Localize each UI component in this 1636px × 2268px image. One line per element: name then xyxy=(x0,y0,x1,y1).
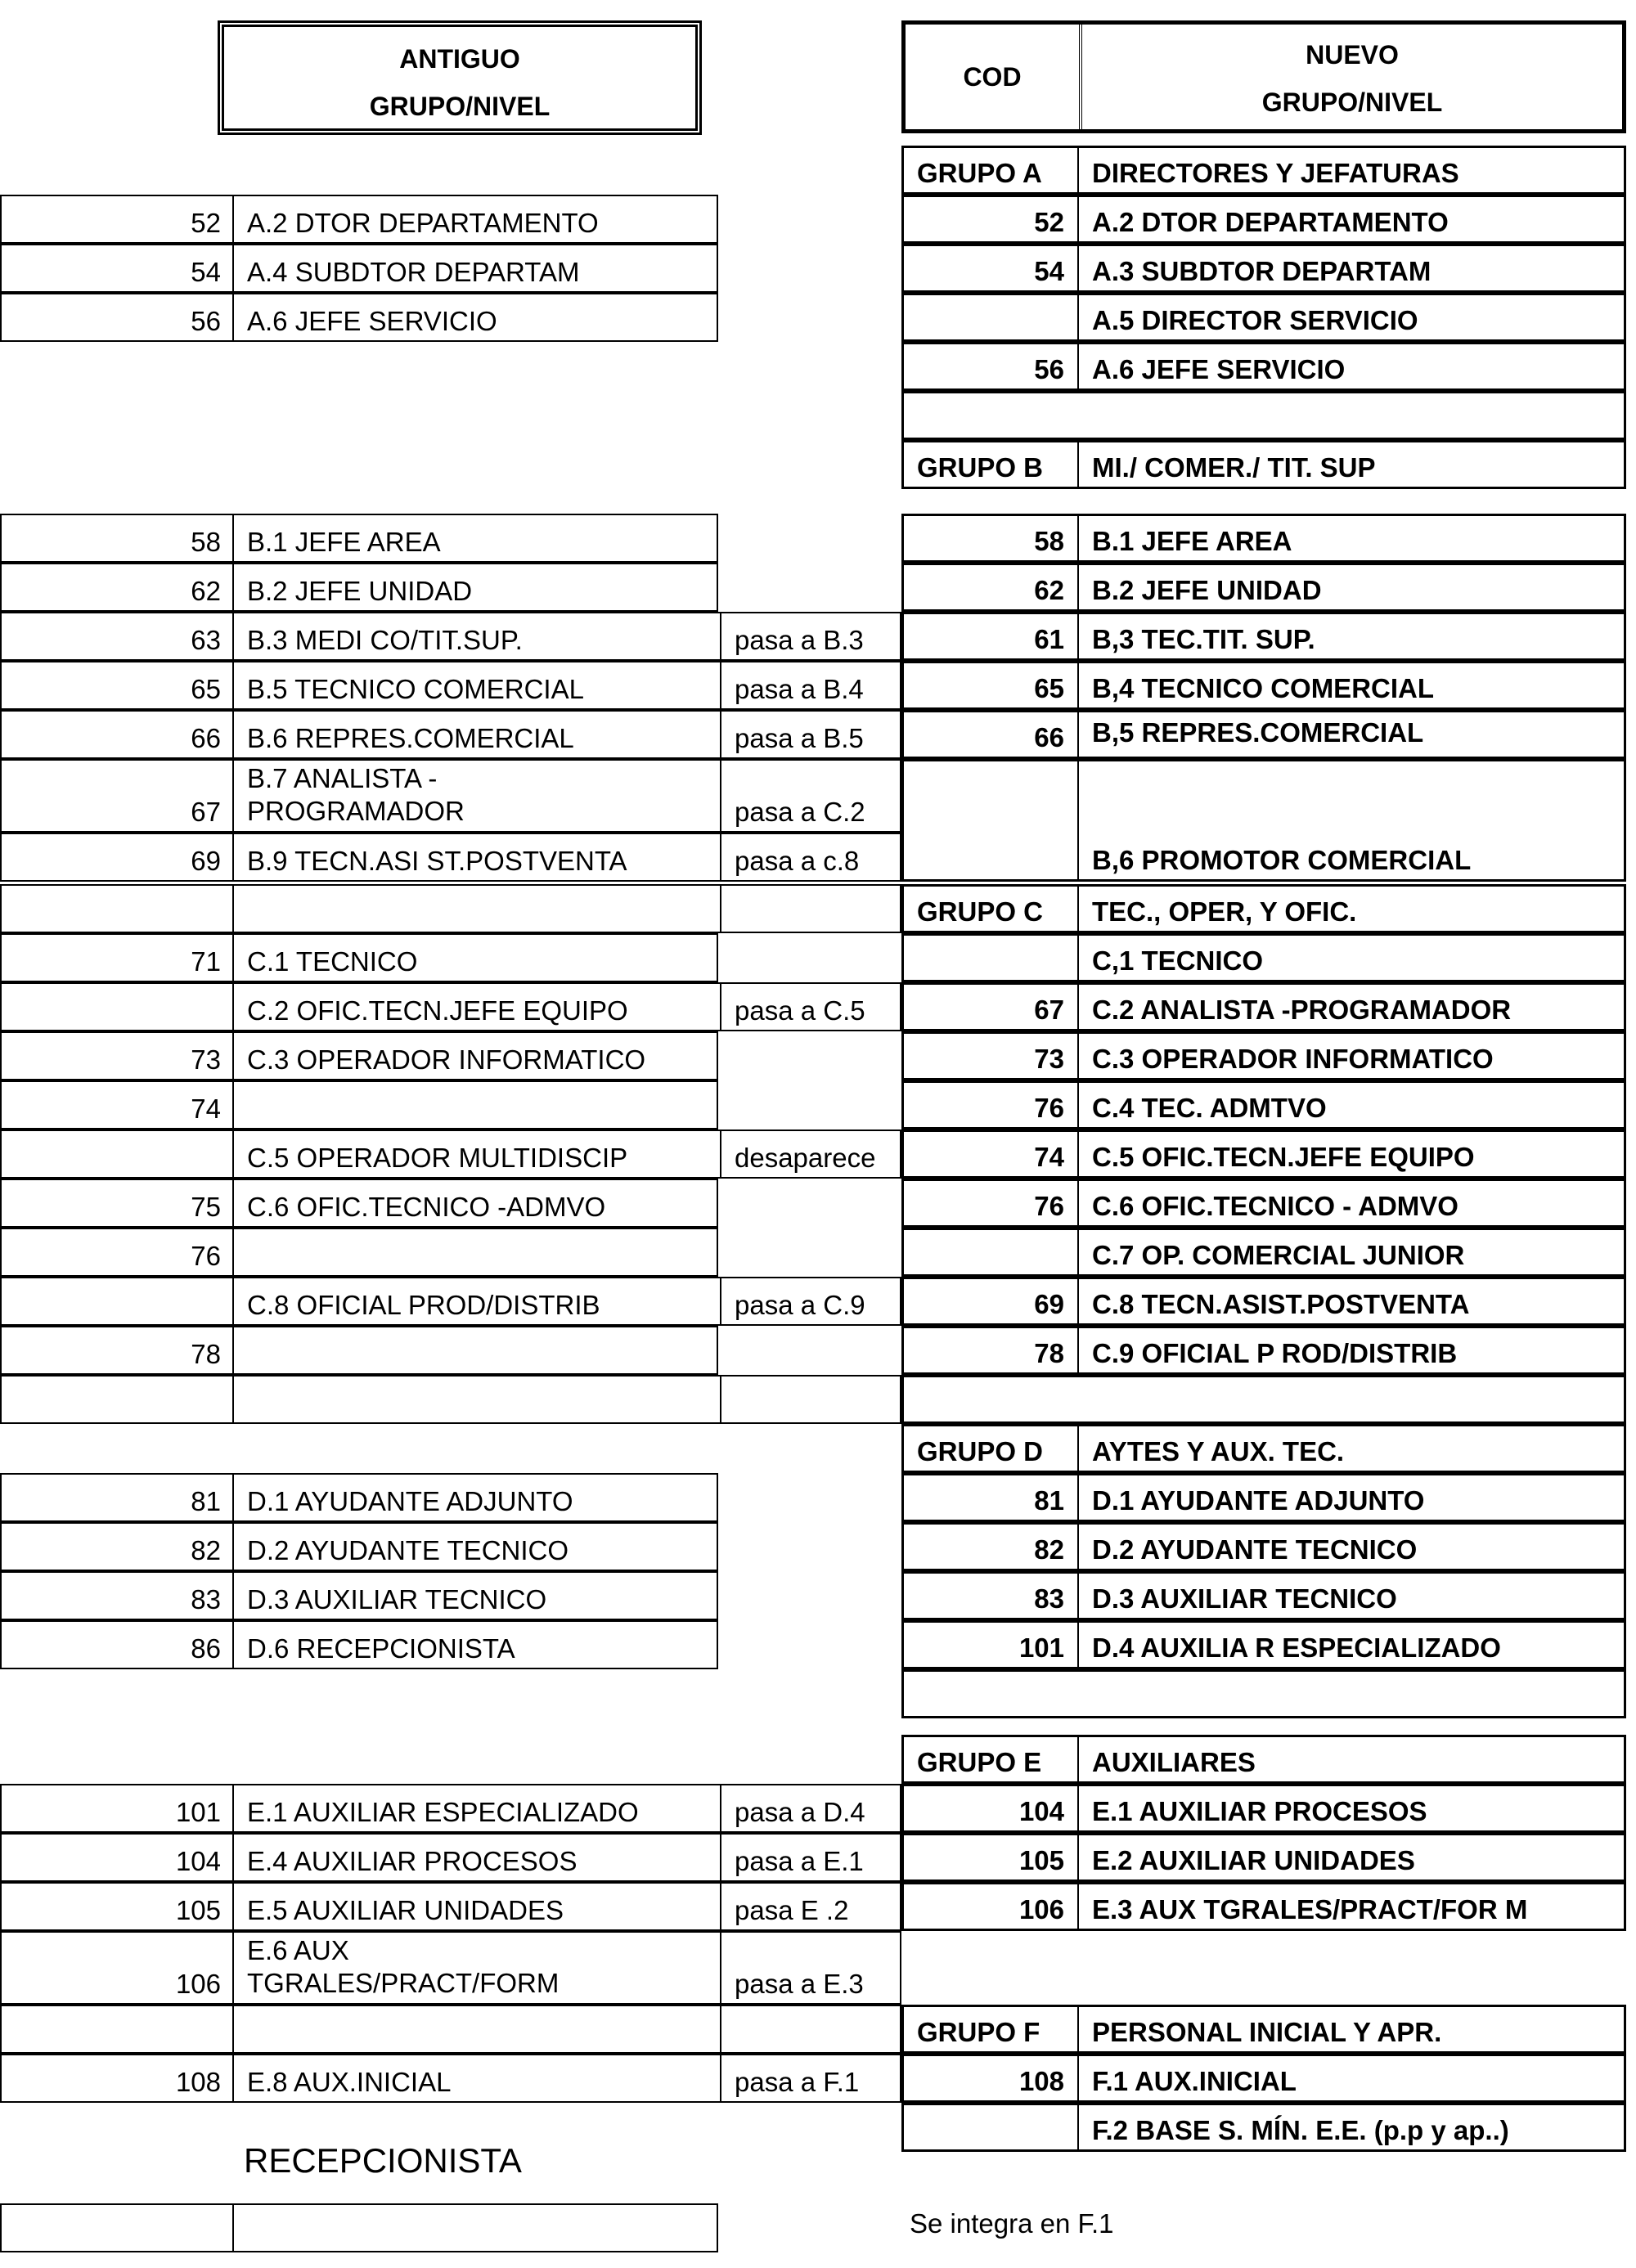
new-row xyxy=(901,1179,1626,1228)
new-code: 74 xyxy=(1034,1142,1064,1172)
old-level: C.3 OPERADOR INFORMATICO xyxy=(232,1033,720,1079)
old-row xyxy=(0,514,718,563)
new-code xyxy=(904,2105,1077,2149)
old-level: E.5 AUXILIAR UNIDADES xyxy=(232,1884,720,1929)
group-code: GRUPO E xyxy=(917,1747,1042,1777)
new-code: 108 xyxy=(1018,2066,1064,2096)
new-row xyxy=(901,1326,1626,1375)
new-code: 106 xyxy=(1018,1894,1064,1924)
new-row xyxy=(901,710,1626,759)
new-header-title: NUEVO xyxy=(1306,40,1399,70)
new-group-header xyxy=(901,20,1626,133)
new-level: A.2 DTOR DEPARTAMENTO xyxy=(1077,197,1624,241)
new-row xyxy=(901,1784,1626,1833)
old-code: 81 xyxy=(191,1486,221,1516)
old-row xyxy=(0,1931,901,2005)
new-code: 69 xyxy=(1034,1289,1064,1319)
old-note: pasa a C.9 xyxy=(720,1278,903,1324)
group-heading-row xyxy=(901,1424,1626,1473)
new-code: 61 xyxy=(1034,624,1064,654)
new-row xyxy=(901,1669,1626,1718)
old-row xyxy=(0,1179,718,1228)
new-level xyxy=(1077,1377,1624,1421)
old-level: D.6 RECEPCIONISTA xyxy=(232,1622,720,1668)
old-code: 76 xyxy=(191,1241,221,1271)
group-name: DIRECTORES Y JEFATURAS xyxy=(1077,148,1624,192)
old-row xyxy=(0,2054,901,2103)
old-code: 58 xyxy=(191,527,221,557)
group-name: MI./ COMER./ TIT. SUP xyxy=(1077,442,1624,487)
new-row xyxy=(901,1080,1626,1130)
old-level: A.6 JEFE SERVICIO xyxy=(232,294,720,340)
new-row xyxy=(901,195,1626,244)
new-level: A.6 JEFE SERVICIO xyxy=(1077,344,1624,388)
new-level: B,4 TECNICO COMERCIAL xyxy=(1077,663,1624,707)
old-code: 65 xyxy=(191,674,221,704)
new-row xyxy=(901,1473,1626,1522)
old-level: E.1 AUXILIAR ESPECIALIZADO xyxy=(232,1785,720,1831)
new-code: 62 xyxy=(1034,575,1064,605)
old-level: C.1 TECNICO xyxy=(232,935,720,981)
old-row xyxy=(0,1375,901,1424)
old-row xyxy=(0,933,718,982)
new-row xyxy=(901,1031,1626,1080)
new-row xyxy=(901,563,1626,612)
old-level: A.2 DTOR DEPARTAMENTO xyxy=(232,196,720,242)
old-code: 56 xyxy=(191,306,221,336)
old-note: pasa a E.1 xyxy=(720,1835,903,1880)
new-level: C.2 ANALISTA -PROGRAMADOR xyxy=(1077,985,1624,1029)
new-row xyxy=(901,1571,1626,1620)
new-code: 54 xyxy=(1034,256,1064,286)
old-code: 78 xyxy=(191,1339,221,1369)
new-row xyxy=(901,1228,1626,1277)
new-level: F.2 BASE S. MÍN. E.E. (p.p y ap..) xyxy=(1077,2105,1624,2149)
new-code: 83 xyxy=(1034,1583,1064,1614)
old-row xyxy=(0,1277,901,1326)
old-row xyxy=(0,1326,718,1375)
old-code: 54 xyxy=(191,257,221,287)
new-code xyxy=(904,761,1077,879)
new-level: D.4 AUXILIA R ESPECIALIZADO xyxy=(1077,1623,1624,1667)
old-row xyxy=(0,1130,901,1179)
new-level: E.2 AUXILIAR UNIDADES xyxy=(1077,1835,1624,1880)
old-level: B.3 MEDI CO/TIT.SUP. xyxy=(232,613,720,659)
new-code: 76 xyxy=(1034,1191,1064,1221)
old-code: 82 xyxy=(191,1535,221,1565)
old-note: pasa a B.5 xyxy=(720,712,903,757)
group-heading-row xyxy=(901,440,1626,489)
old-code: 104 xyxy=(175,1846,221,1876)
new-code: 81 xyxy=(1034,1485,1064,1516)
new-level: D.2 AYUDANTE TECNICO xyxy=(1077,1525,1624,1569)
new-level: C.3 OPERADOR INFORMATICO xyxy=(1077,1034,1624,1078)
new-code xyxy=(904,936,1077,980)
old-row xyxy=(0,1620,718,1669)
old-level: C.5 OPERADOR MULTIDISCIP xyxy=(232,1131,720,1177)
old-note: pasa E .2 xyxy=(720,1884,903,1929)
group-name: AYTES Y AUX. TEC. xyxy=(1077,1426,1624,1471)
old-row xyxy=(0,833,901,882)
new-code: 82 xyxy=(1034,1534,1064,1565)
new-code: 105 xyxy=(1018,1845,1064,1875)
old-code xyxy=(2,1278,232,1324)
old-code: 75 xyxy=(191,1192,221,1222)
group-code: GRUPO A xyxy=(917,158,1042,188)
old-row xyxy=(0,982,901,1031)
old-row xyxy=(0,710,901,759)
new-code: 78 xyxy=(1034,1338,1064,1368)
new-row xyxy=(901,1620,1626,1669)
new-code xyxy=(904,1377,1077,1421)
new-code: 76 xyxy=(1034,1093,1064,1123)
new-level: B.1 JEFE AREA xyxy=(1077,516,1624,560)
old-note: pasa a B.4 xyxy=(720,662,903,708)
new-row xyxy=(901,933,1626,982)
new-level: D.3 AUXILIAR TECNICO xyxy=(1077,1574,1624,1618)
old-row xyxy=(0,293,718,342)
new-level: B.2 JEFE UNIDAD xyxy=(1077,565,1624,609)
old-note xyxy=(720,1377,903,1422)
new-row xyxy=(901,1522,1626,1571)
old-row xyxy=(0,563,718,612)
new-code: 73 xyxy=(1034,1044,1064,1074)
new-level: C.7 OP. COMERCIAL JUNIOR xyxy=(1077,1230,1624,1274)
old-level xyxy=(232,1377,720,1422)
old-note: pasa a C.2 xyxy=(720,761,903,831)
old-row xyxy=(0,1080,718,1130)
new-level: C.5 OFIC.TECN.JEFE EQUIPO xyxy=(1077,1132,1624,1176)
new-row xyxy=(901,244,1626,293)
old-code xyxy=(2,1131,232,1177)
old-code: 101 xyxy=(175,1797,221,1827)
old-code xyxy=(2,1377,232,1422)
new-code xyxy=(904,1230,1077,1274)
new-code xyxy=(904,1672,1077,1716)
old-level xyxy=(232,1082,720,1128)
new-code: 56 xyxy=(1034,354,1064,384)
new-row xyxy=(901,759,1626,882)
old-code: 52 xyxy=(191,208,221,238)
old-code: 83 xyxy=(191,1584,221,1615)
old-note: pasa a D.4 xyxy=(720,1785,903,1831)
new-level: E.1 AUXILIAR PROCESOS xyxy=(1077,1786,1624,1830)
old-code xyxy=(2,886,232,932)
old-code: 71 xyxy=(191,946,221,977)
group-code: GRUPO D xyxy=(917,1436,1044,1466)
old-row xyxy=(0,1571,718,1620)
old-row xyxy=(0,1031,718,1080)
old-note: pasa a F.1 xyxy=(720,2055,903,2101)
new-code: 58 xyxy=(1034,526,1064,556)
new-row xyxy=(901,1130,1626,1179)
new-row xyxy=(901,1277,1626,1326)
receptionist-label: RECEPCIONISTA xyxy=(244,2141,522,2180)
old-row xyxy=(0,1833,901,1882)
old-code: 108 xyxy=(175,2067,221,2097)
old-row xyxy=(0,1882,901,1931)
group-code: GRUPO F xyxy=(917,2017,1040,2047)
old-note xyxy=(720,2006,903,2052)
integration-note: Se integra en F.1 xyxy=(910,2208,1114,2239)
old-group-header xyxy=(218,20,702,135)
old-row xyxy=(0,2005,901,2054)
new-level: C.6 OFIC.TECNICO - ADMVO xyxy=(1077,1181,1624,1225)
old-level: B.6 REPRES.COMERCIAL xyxy=(232,712,720,757)
old-level: B.9 TECN.ASI ST.POSTVENTA xyxy=(232,834,720,880)
new-level: C.9 OFICIAL P ROD/DISTRIB xyxy=(1077,1328,1624,1372)
old-row xyxy=(0,661,901,710)
old-row xyxy=(0,1784,901,1833)
new-level xyxy=(1077,1672,1624,1716)
group-heading-row xyxy=(901,884,1626,933)
new-code: 104 xyxy=(1018,1796,1064,1826)
new-row xyxy=(901,2103,1626,2152)
group-name: TEC., OPER, Y OFIC. xyxy=(1077,887,1624,931)
old-row xyxy=(0,1228,718,1277)
group-code: GRUPO B xyxy=(917,452,1044,483)
new-row xyxy=(901,2054,1626,2103)
new-code: 67 xyxy=(1034,995,1064,1025)
old-row xyxy=(0,1522,718,1571)
old-code: 69 xyxy=(191,846,221,876)
new-row xyxy=(901,1375,1626,1424)
old-header-subtitle: GRUPO/NIVEL xyxy=(369,92,551,121)
old-level: B.5 TECNICO COMERCIAL xyxy=(232,662,720,708)
new-level: A.5 DIRECTOR SERVICIO xyxy=(1077,295,1624,339)
old-code: 66 xyxy=(191,723,221,753)
new-code: 101 xyxy=(1018,1633,1064,1663)
new-row xyxy=(901,661,1626,710)
old-level: C.6 OFIC.TECNICO -ADMVO xyxy=(232,1180,720,1226)
old-level: E.4 AUXILIAR PROCESOS xyxy=(232,1835,720,1880)
new-row xyxy=(901,391,1626,440)
old-code: 105 xyxy=(175,1895,221,1925)
old-level xyxy=(232,1327,720,1373)
old-note: pasa a C.5 xyxy=(720,984,903,1030)
old-level: D.3 AUXILIAR TECNICO xyxy=(232,1573,720,1619)
old-level: D.1 AYUDANTE ADJUNTO xyxy=(232,1475,720,1520)
old-code: 106 xyxy=(175,1969,221,1999)
new-level: C.8 TECN.ASIST.POSTVENTA xyxy=(1077,1279,1624,1323)
old-level: E.8 AUX.INICIAL xyxy=(232,2055,720,2101)
group-heading-row xyxy=(901,146,1626,195)
new-level: D.1 AYUDANTE ADJUNTO xyxy=(1077,1475,1624,1520)
old-code: 74 xyxy=(191,1094,221,1124)
group-name: AUXILIARES xyxy=(1077,1737,1624,1781)
old-level: B.7 ANALISTA - PROGRAMADOR xyxy=(232,761,720,831)
group-heading-row xyxy=(901,1735,1626,1784)
new-code: 66 xyxy=(1034,722,1064,752)
old-note: pasa a c.8 xyxy=(720,834,903,880)
old-row xyxy=(0,884,901,933)
old-code: 62 xyxy=(191,576,221,606)
old-level xyxy=(232,2006,720,2052)
old-code xyxy=(2,984,232,1030)
group-code: GRUPO C xyxy=(917,896,1044,927)
old-header-title: ANTIGUO xyxy=(399,44,520,74)
new-level: B,3 TEC.TIT. SUP. xyxy=(1077,614,1624,658)
old-row xyxy=(0,244,718,293)
old-level xyxy=(232,886,720,932)
old-note: desaparece xyxy=(720,1131,903,1177)
old-code: 63 xyxy=(191,625,221,655)
new-code xyxy=(904,393,1077,438)
new-level: A.3 SUBDTOR DEPARTAM xyxy=(1077,246,1624,290)
new-row xyxy=(901,514,1626,563)
new-code: 52 xyxy=(1034,207,1064,237)
old-note: pasa a E.3 xyxy=(720,1933,903,2003)
new-row xyxy=(901,1833,1626,1882)
new-level: C.4 TEC. ADMTVO xyxy=(1077,1083,1624,1127)
old-level: E.6 AUX TGRALES/PRACT/FORM xyxy=(232,1933,720,2003)
old-code xyxy=(2,2006,232,2052)
old-level: C.8 OFICIAL PROD/DISTRIB xyxy=(232,1278,720,1324)
new-level: E.3 AUX TGRALES/PRACT/FOR M xyxy=(1077,1884,1624,1929)
new-level: B,6 PROMOTOR COMERCIAL xyxy=(1077,761,1624,879)
old-note xyxy=(720,886,903,932)
old-row xyxy=(0,759,901,833)
new-row xyxy=(901,612,1626,661)
new-row xyxy=(901,982,1626,1031)
new-code: 65 xyxy=(1034,673,1064,703)
new-row xyxy=(901,342,1626,391)
old-level: A.4 SUBDTOR DEPARTAM xyxy=(232,245,720,291)
old-level: B.1 JEFE AREA xyxy=(232,515,720,561)
old-level: D.2 AYUDANTE TECNICO xyxy=(232,1524,720,1570)
old-code: 73 xyxy=(191,1044,221,1075)
old-level: C.2 OFIC.TECN.JEFE EQUIPO xyxy=(232,984,720,1030)
new-level: B,5 REPRES.COMERCIAL xyxy=(1077,712,1624,757)
new-row xyxy=(901,293,1626,342)
old-row xyxy=(0,1473,718,1522)
old-code: 86 xyxy=(191,1633,221,1664)
new-header-subtitle: GRUPO/NIVEL xyxy=(1261,88,1443,117)
old-row xyxy=(0,195,718,244)
new-level: C,1 TECNICO xyxy=(1077,936,1624,980)
group-heading-row xyxy=(901,2005,1626,2054)
empty-footer-row xyxy=(0,2203,718,2252)
old-note: pasa a B.3 xyxy=(720,613,903,659)
old-row xyxy=(0,612,901,661)
old-level xyxy=(232,1229,720,1275)
new-code xyxy=(904,295,1077,339)
group-name: PERSONAL INICIAL Y APR. xyxy=(1077,2007,1624,2051)
old-level: B.2 JEFE UNIDAD xyxy=(232,564,720,610)
new-row xyxy=(901,1882,1626,1931)
new-level xyxy=(1077,393,1624,438)
cod-header: COD xyxy=(906,25,1082,129)
new-level: F.1 AUX.INICIAL xyxy=(1077,2056,1624,2100)
old-code: 67 xyxy=(191,797,221,827)
